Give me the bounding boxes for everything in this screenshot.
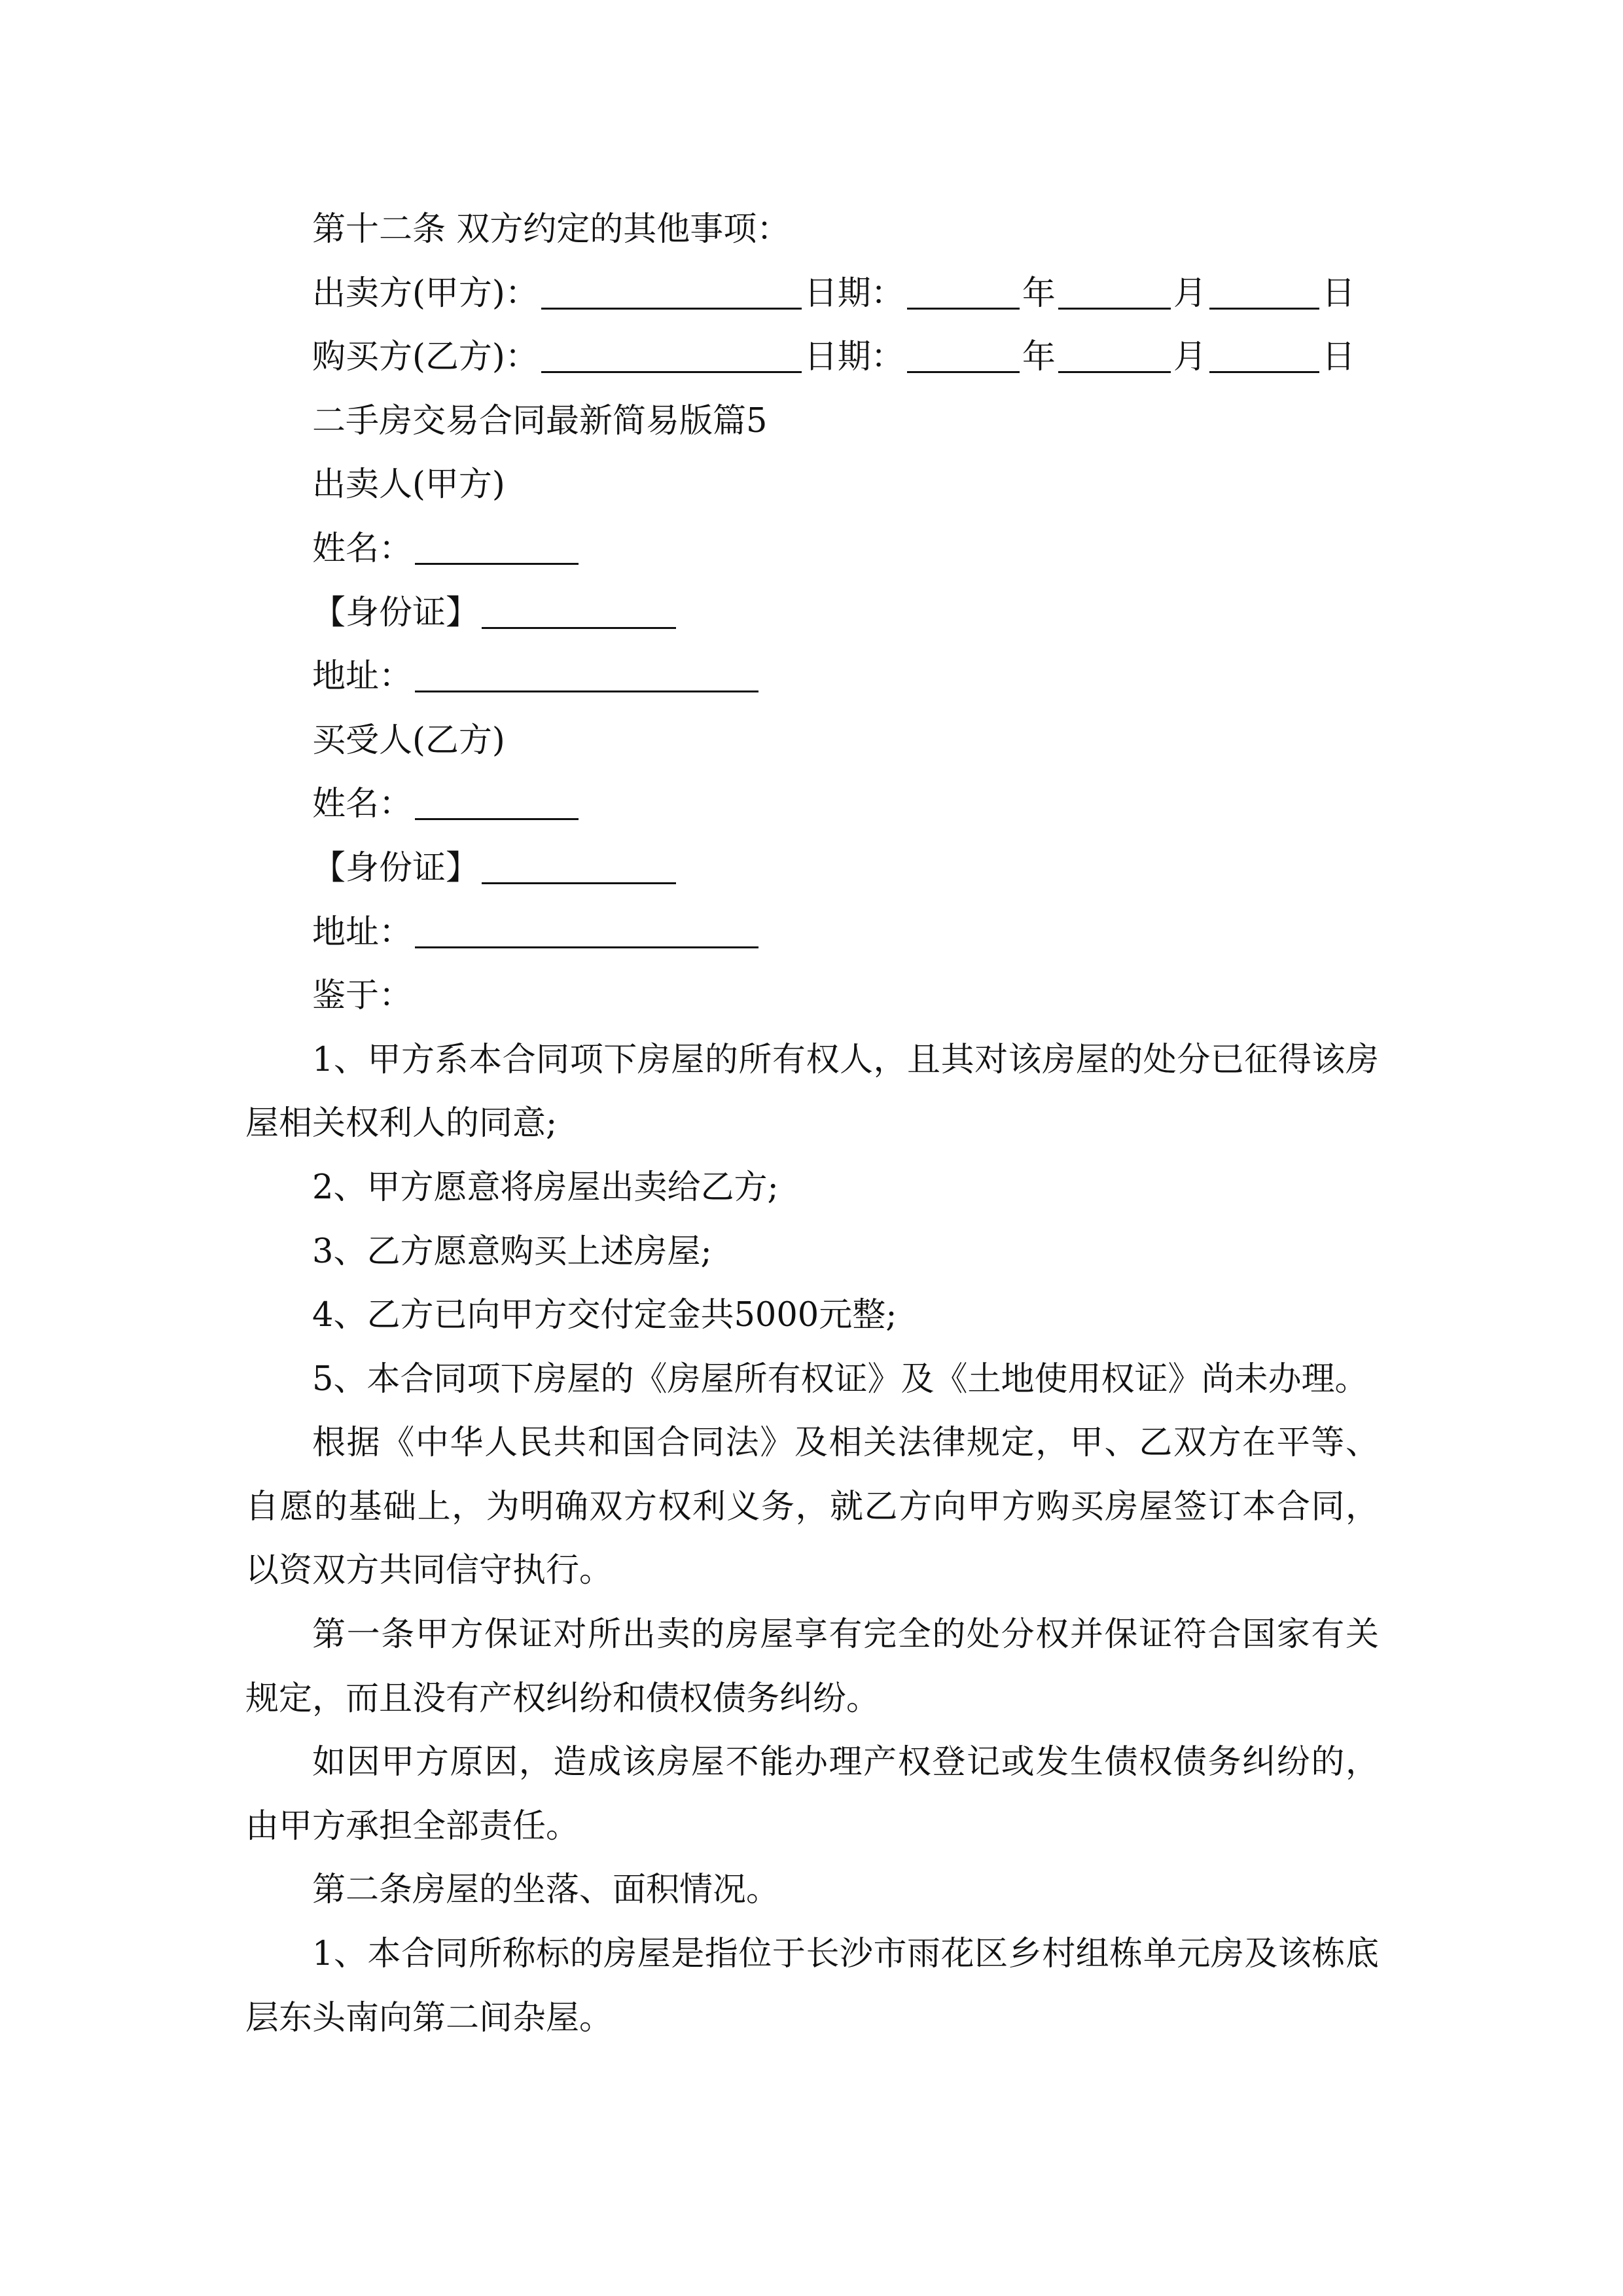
seller-day-field[interactable]: [1209, 270, 1319, 310]
buyer-name-field[interactable]: [415, 780, 579, 820]
buyer-signature-field[interactable]: [541, 333, 802, 373]
recital-item: 5、本合同项下房屋的《房屋所有权证》及《土地使用权证》尚未办理。: [312, 1359, 1368, 1399]
seller-name-field[interactable]: [415, 525, 579, 565]
article-12-heading: 第十二条 双方约定的其他事项：: [312, 210, 791, 249]
seller-year-field[interactable]: [907, 270, 1020, 310]
seller-signature-line: 出卖方(甲方)： 日期： 年 月 日: [245, 262, 1379, 326]
recital-item: 3、乙方愿意购买上述房屋;: [312, 1232, 712, 1271]
seller-id-field[interactable]: [482, 589, 676, 629]
body-paragraph: 1、本合同所称标的房屋是指位于长沙市雨花区乡村组栋单元房及该栋底层东头南向第二间杂屋。: [245, 1935, 1379, 2037]
body-paragraph: 第二条房屋的坐落、面积情况。: [312, 1871, 780, 1910]
body-paragraph: 如因甲方原因，造成该房屋不能办理产权登记或发生债权债务纠纷的，由甲方承担全部责任。: [245, 1743, 1379, 1846]
body-paragraph: 第一条甲方保证对所出卖的房屋享有完全的处分权并保证符合国家有关规定，而且没有产权纠纷和债权债务纠纷。: [245, 1615, 1379, 1718]
buyer-id-field[interactable]: [482, 844, 676, 884]
buyer-year-field[interactable]: [907, 333, 1020, 373]
buyer-day-field[interactable]: [1209, 333, 1319, 373]
buyer-month-field[interactable]: [1058, 333, 1171, 373]
buyer-address-line: 地址：: [245, 901, 1379, 965]
buyer-id-line: 【身份证】: [245, 836, 1379, 901]
seller-address-line: 地址：: [245, 645, 1379, 709]
buyer-signature-line: 购买方(乙方)： 日期： 年 月 日: [245, 325, 1379, 389]
seller-id-line: 【身份证】: [245, 581, 1379, 645]
section-title: 二手房交易合同最新简易版篇5: [312, 401, 768, 440]
seller-heading: 出卖人(甲方): [312, 465, 505, 505]
seller-month-field[interactable]: [1058, 270, 1171, 310]
seller-address-field[interactable]: [415, 653, 758, 692]
whereas-heading: 鉴于：: [312, 977, 413, 1016]
buyer-heading: 买受人(乙方): [312, 721, 505, 760]
recital-item: 1、甲方系本合同项下房屋的所有权人，且其对该房屋的处分已征得该房屋相关权利人的同意;: [245, 1040, 1379, 1143]
seller-name-line: 姓名：: [245, 517, 1379, 581]
recital-item: 4、乙方已向甲方交付定金共5000元整;: [312, 1296, 897, 1335]
buyer-name-line: 姓名：: [245, 772, 1379, 836]
buyer-address-field[interactable]: [415, 908, 758, 948]
body-paragraph: 根据《中华人民共和国合同法》及相关法律规定，甲、乙双方在平等、自愿的基础上，为明确双方权利义务，就乙方向甲方购买房屋签订本合同，以资双方共同信守执行。: [245, 1424, 1379, 1590]
document-page: [245, 198, 1379, 2050]
seller-signature-field[interactable]: [541, 270, 802, 310]
recital-item: 2、甲方愿意将房屋出卖给乙方;: [312, 1168, 779, 1207]
